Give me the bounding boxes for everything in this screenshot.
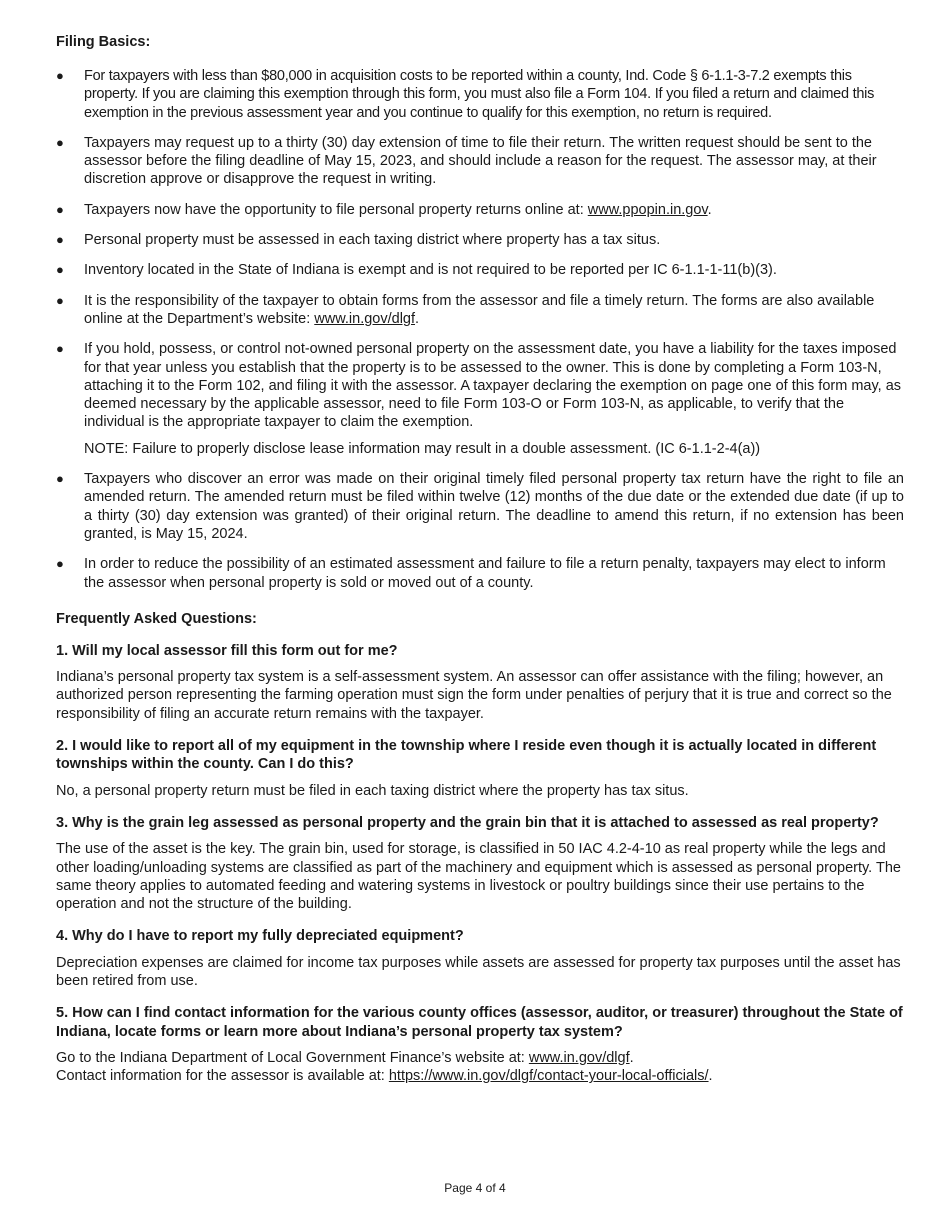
answer-text: Go to the Indiana Department of Local Government Finance’s website at: [56,1049,529,1066]
faq-item-4 [56,927,904,990]
faq-heading: Frequently Asked Questions: [56,610,257,627]
faq-question: 1. Will my local assessor fill this form out for me? [56,642,398,659]
bullet-icon: ● [56,556,64,572]
bullet-text: Taxpayers may request up to a thirty (30) day extension of time to file their return. The written request should be sent to the assessor before the filing deadline of May 15, 2023, and should include a reason for the request. The assessor may, at their discretion approve or disapprove the request in writing. [84,134,877,188]
bullet-icon: ● [56,262,64,278]
bullet-text: If you hold, possess, or control not-owned personal property on the assessment date, you have a liability for the taxes imposed for that year unless you establish that the property is to be assessed to the owner. This is done by completing a Form 103-N, attaching it to the Form 102, and filing it with the assessor. A taxpayer declaring the exemption on page one of this form may, as deemed necessary by the applicable assessor, need to file Form 103-O or Form 103-N, as applicable, to verify that the individual is the appropriate taxpayer to claim the exemption. [84,341,902,431]
bullet-icon: ● [56,134,64,150]
faq-question: 2. I would like to report all of my equipment in the township where I reside even though it is actually located in different townships within the county. Can I do this? [56,738,877,773]
faq-question: 5. How can I find contact information for the various county offices (assessor, auditor, or treasurer) throughout the State of Indiana, locate forms or learn more about Indiana’s personal property tax system? [56,1005,903,1040]
document-page [56,33,904,1099]
bullet-icon: ● [56,201,64,217]
faq-question: 3. Why is the grain leg assessed as personal property and the grain bin that it is attached to assessed as real property? [56,814,879,831]
list-item [56,134,904,189]
filing-basics-list [56,67,904,592]
list-item [56,201,904,219]
faq-item-3 [56,814,904,913]
contact-officials-link[interactable]: https://www.in.gov/dlgf/contact-your-local-officials/ [388,1068,709,1085]
dlgf-link[interactable]: www.in.gov/dlgf [314,310,416,327]
list-item [56,292,904,329]
faq-answer: The use of the asset is the key. The grain bin, used for storage, is classified in 50 IAC 4.2-4-10 as real property while the legs and other loading/unloading systems are classified as part of the machinery and equipment which is assessed as personal property. The same theory applies to automated feeding and watering systems in livestock or poultry buildings since their use pertains to the operation and not the structure of the building. [56,841,901,913]
bullet-icon: ● [56,292,64,308]
lease-note: NOTE: Failure to properly disclose lease information may result in a double assessment. (IC 6-1.1-2-4(a)) [84,440,761,457]
list-item [56,555,904,592]
filing-basics-heading: Filing Basics: [56,34,151,50]
answer-text: Contact information for the assessor is available at: [56,1068,389,1085]
bullet-text: Personal property must be assessed in each taxing district where property has a tax situs. [84,232,661,249]
page-number: Page 4 of 4 [444,1181,506,1195]
faq-answer: Depreciation expenses are claimed for income tax purposes while assets are assessed for property tax purposes until the asset has been retired from use. [56,954,901,989]
bullet-icon: ● [56,471,64,487]
bullet-text-end: . [415,310,420,327]
bullet-icon: ● [56,68,64,83]
bullet-text: For taxpayers with less than $80,000 in acquisition costs to be reported within a county, Ind. Code § 6-1.1-3-7.2 exempts this property. If you are claiming this exemption through this form, you must also file a Form 104. If you filed a return and claimed this exemption in the previous assessment year and you continue to qualify for this exemption, no return is required. [84,68,875,121]
list-item [56,470,904,543]
bullet-text: In order to reduce the possibility of an estimated assessment and failure to file a return penalty, taxpayers may elect to inform the assessor when personal property is sold or moved out of a county. [84,556,886,591]
bullet-text: Taxpayers who discover an error was made on their original timely filed personal property tax return have the right to file an amended return. The amended return must be filed within twelve (12) months of the due date or the extended due date (if up to a thirty (30) day extension was granted) of their original return. The deadline to amend this return, if no extension has been granted, is May 15, 2024. [84,471,904,542]
bullet-text: Inventory located in the State of Indiana is exempt and is not required to be reported per IC 6-1.1-1-11(b)(3). [84,262,777,279]
bullet-text: Taxpayers now have the opportunity to file personal property returns online at: [84,201,588,218]
answer-text-end: . [629,1049,634,1066]
ppopin-link[interactable]: www.ppopin.in.gov [587,201,708,218]
list-item [56,67,904,122]
answer-text-end: . [708,1068,713,1085]
list-item [56,261,904,279]
list-item [56,231,904,249]
dlgf-website-link[interactable]: www.in.gov/dlgf [528,1049,630,1066]
faq-answer: Indiana’s personal property tax system is a self-assessment system. An assessor can offer assistance with the filing; however, an authorized person representing the farming operation must sign the form under penalties of perjury that it is true and correct so the responsibility of filing an accurate return remains with the taxpayer. [56,669,892,722]
faq-question: 4. Why do I have to report my fully depreciated equipment? [56,928,464,945]
faq-item-2 [56,737,904,800]
bullet-text-end: . [707,201,712,218]
faq-answer: No, a personal property return must be filed in each taxing district where the property has tax situs. [56,782,689,799]
faq-answer [56,1049,904,1086]
faq-item-5 [56,1004,904,1085]
list-item [56,340,904,458]
faq-item-1 [56,642,904,723]
bullet-icon: ● [56,341,64,357]
bullet-text: It is the responsibility of the taxpayer to obtain forms from the assessor and file a timely return. The forms are also available online at the Department’s website: [84,292,875,327]
bullet-icon: ● [56,232,64,248]
